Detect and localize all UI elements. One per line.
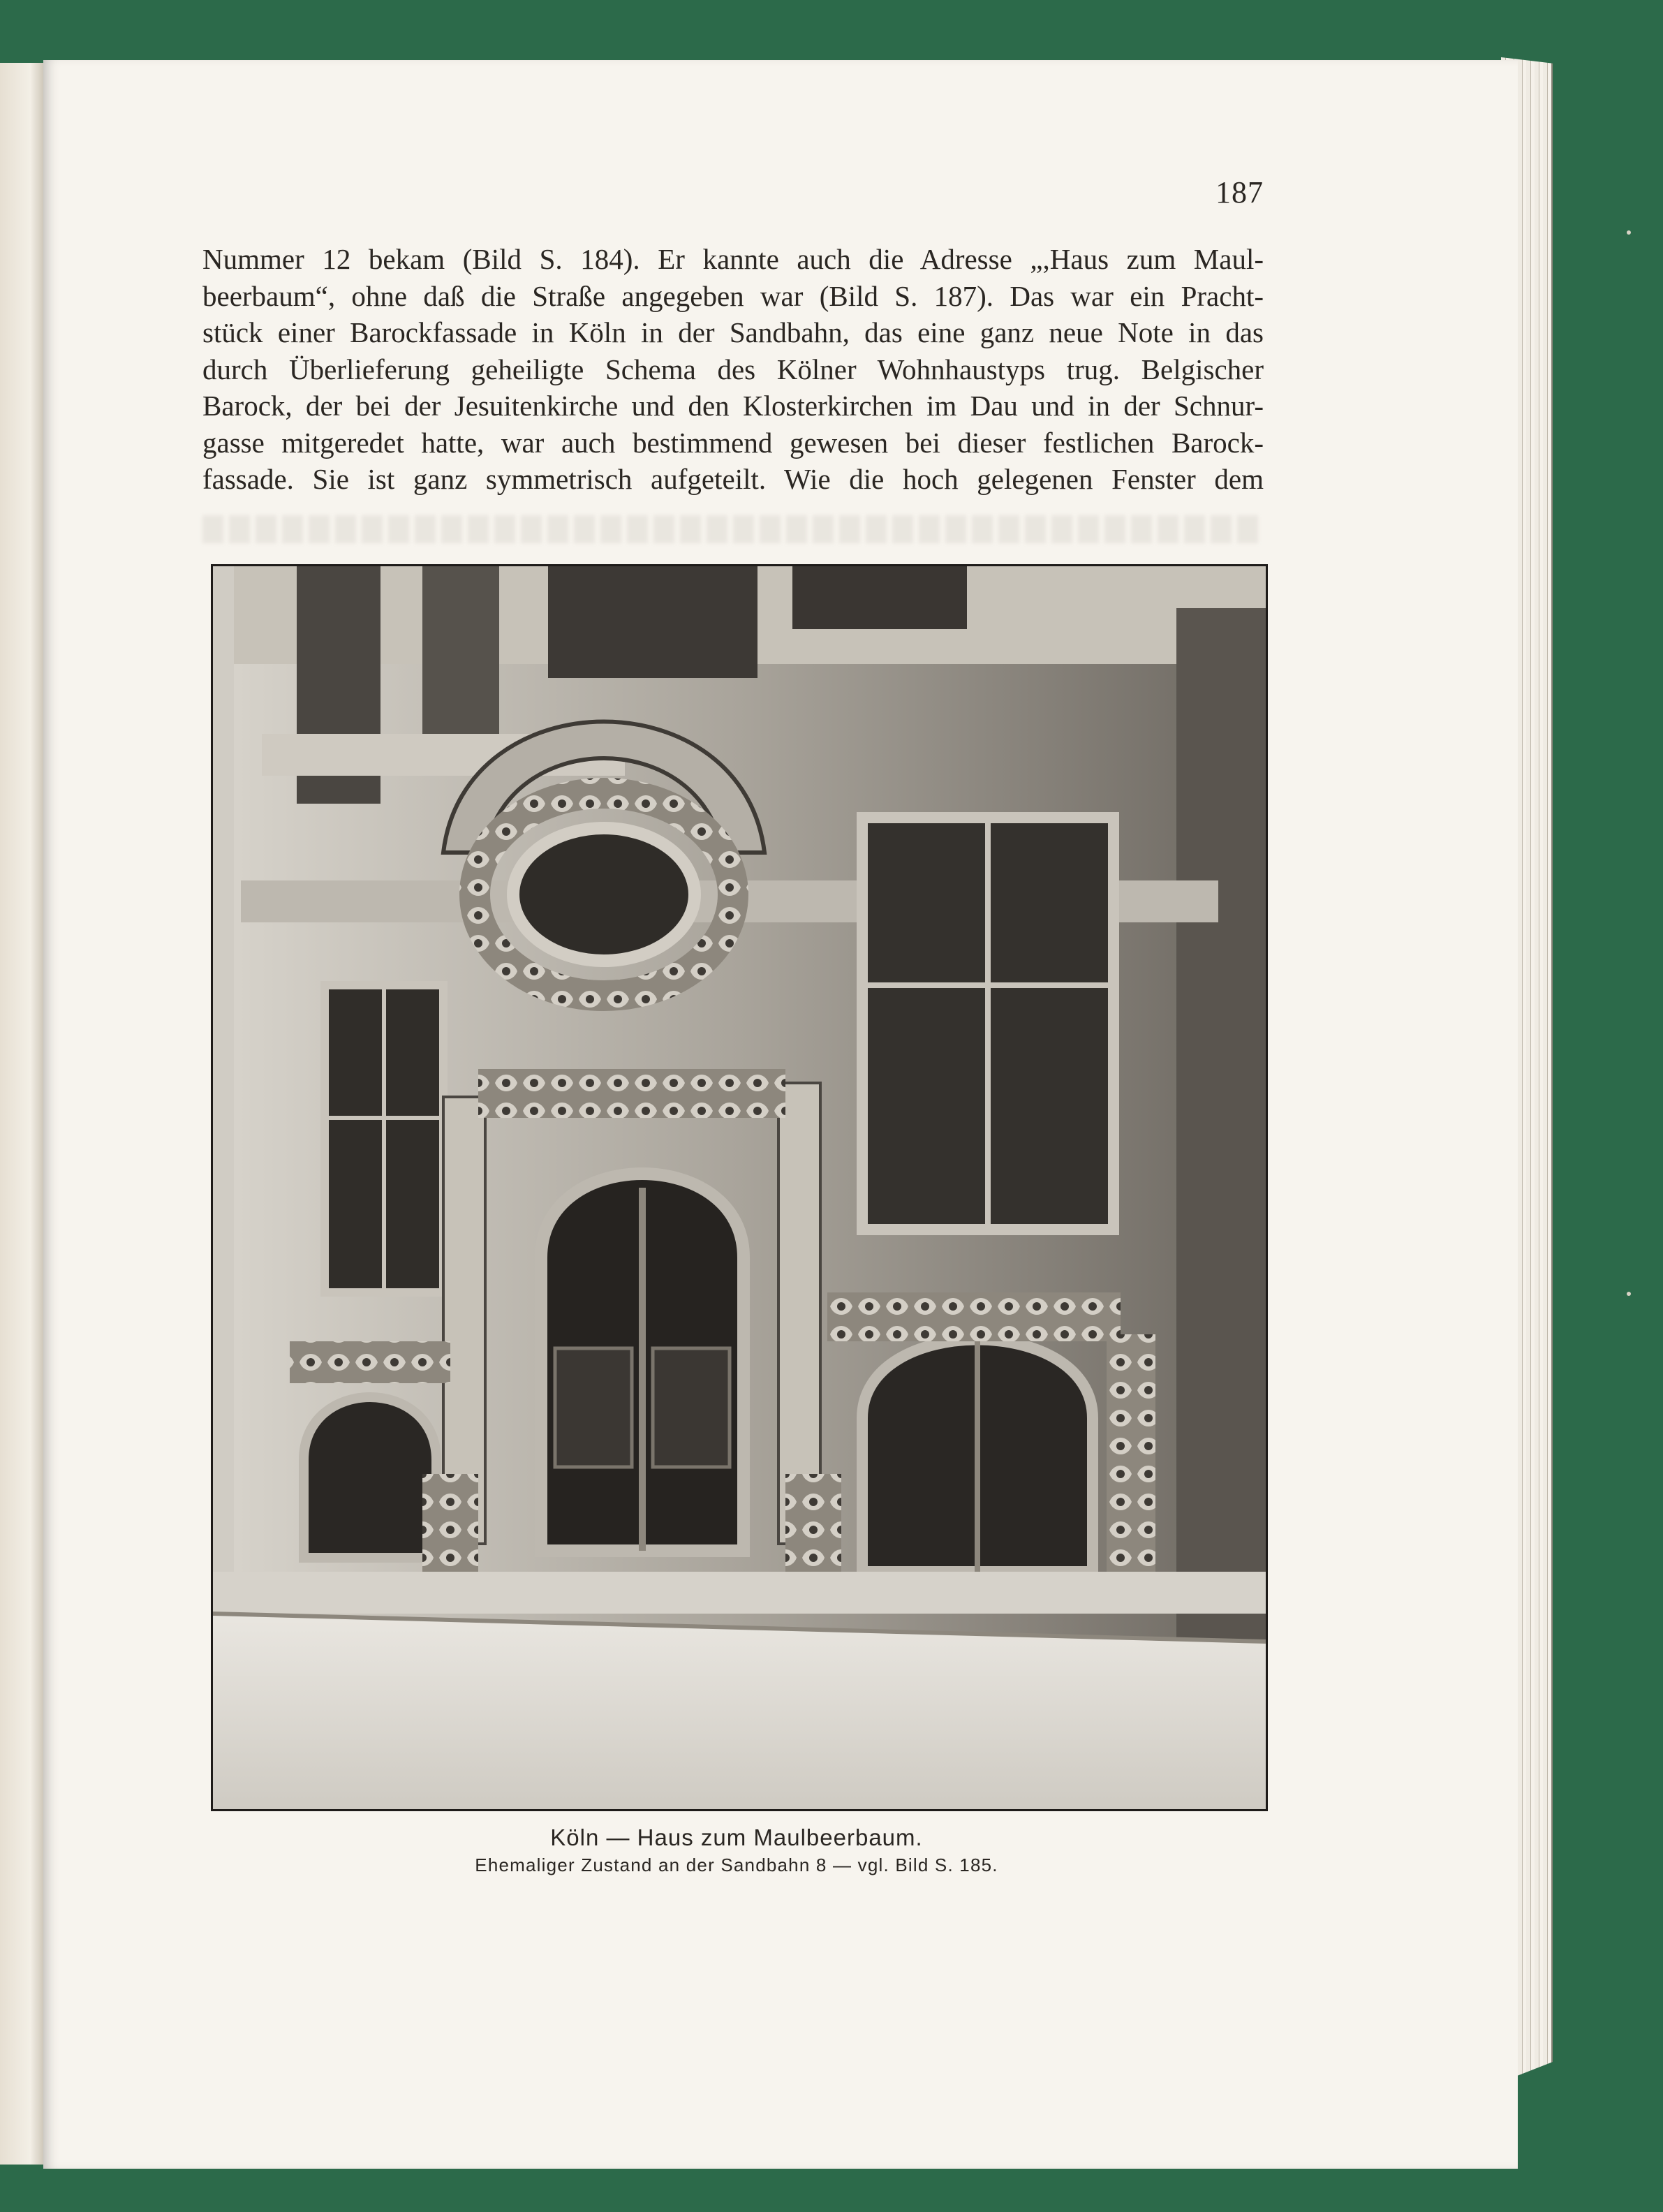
body-line: Barock, der bei der Jesuitenkirche und den Klosterkirchen im Dau und in der Schnur- [202, 390, 1264, 422]
body-line: beerbaum“, ohne daß die Straße angegeben war (Bild S. 187). Das war ein Pracht- [202, 279, 1264, 312]
body-line: gasse mitgeredet hatte, war auch bestimmend gewesen bei dieser festlichen Barock- [202, 426, 1264, 459]
show-through-text [202, 515, 1264, 543]
facing-page-edge [0, 63, 45, 2165]
body-text [202, 241, 1264, 498]
body-line: durch Überlieferung geheiligte Schema des Kölner Wohnhaustyps trug. Belgischer [202, 353, 1264, 385]
facade-photograph [211, 564, 1268, 1811]
body-line: fassade. Sie ist ganz symmetrisch aufgeteilt. Wie die hoch gelegenen Fenster dem [202, 463, 1264, 495]
page-number: 187 [1215, 175, 1264, 209]
body-line: Nummer 12 bekam (Bild S. 184). Er kannte auch die Adresse „,Haus zum Maul- [202, 243, 1264, 275]
scan-speck [1627, 1292, 1631, 1296]
facade-illustration [213, 566, 1266, 1809]
figure-caption-subtitle: Ehemaliger Zustand an der Sandbahn 8 — vgl. Bild S. 185. [475, 1855, 998, 1875]
body-line: stück einer Barockfassade in Köln in der Sandbahn, das eine ganz neue Note in das [202, 316, 1264, 348]
figure-caption-title: Köln — Haus zum Maulbeerbaum. [550, 1824, 923, 1850]
scan-speck [1627, 230, 1631, 235]
